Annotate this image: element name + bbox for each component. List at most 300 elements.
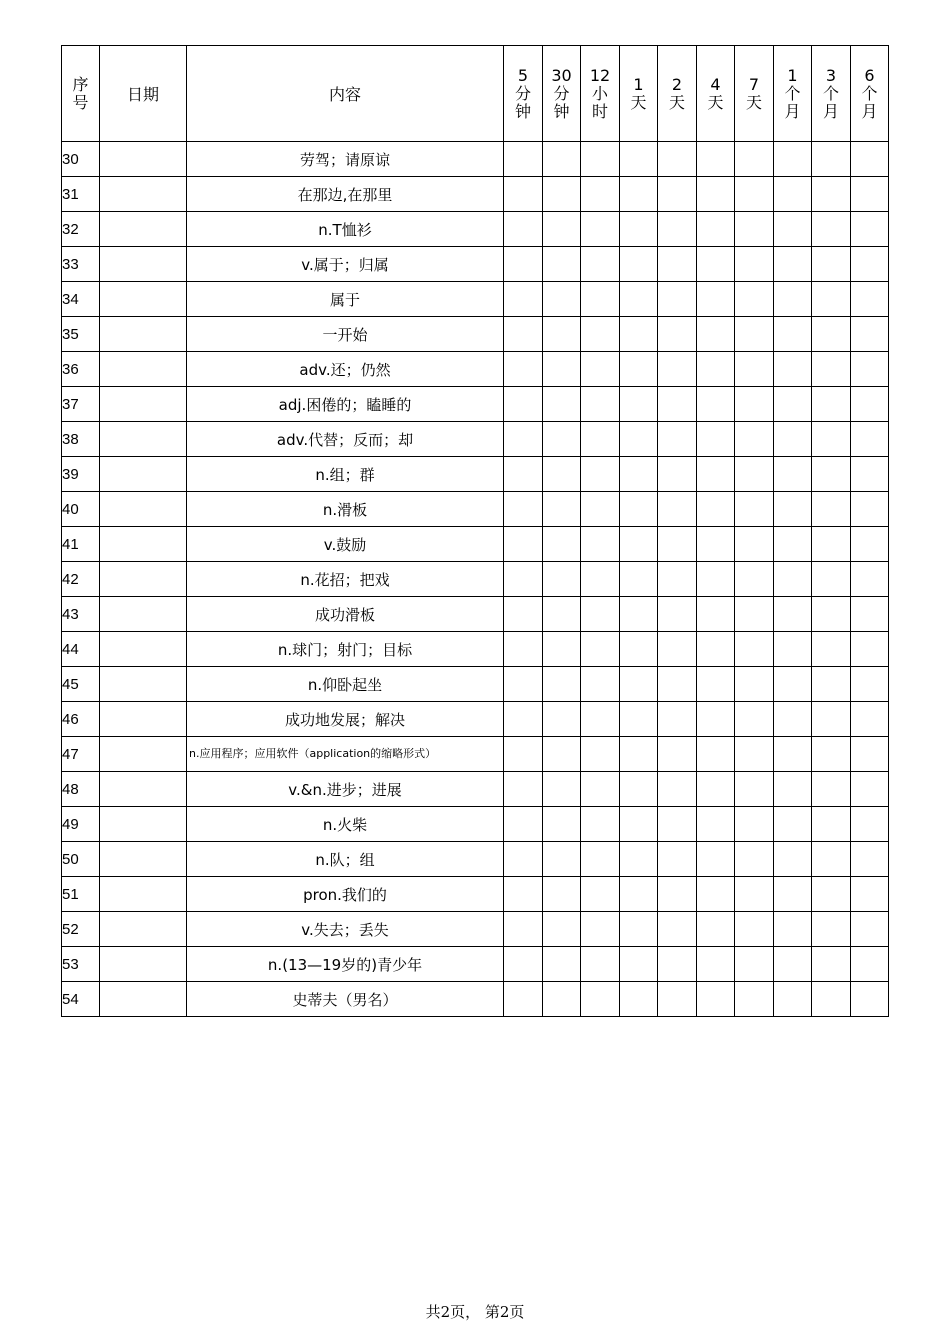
header-interval-1: 30 分 钟 [543, 46, 581, 142]
review-check-cell[interactable] [543, 457, 581, 492]
row-date-cell[interactable] [100, 142, 187, 177]
review-check-cell[interactable] [658, 947, 697, 982]
review-check-cell[interactable] [581, 352, 620, 387]
review-check-cell[interactable] [812, 387, 851, 422]
row-date-cell[interactable] [100, 842, 187, 877]
review-check-cell[interactable] [851, 807, 889, 842]
table-row [62, 492, 889, 527]
review-check-cell[interactable] [543, 282, 581, 317]
review-check-cell[interactable] [504, 947, 543, 982]
review-check-cell[interactable] [620, 562, 658, 597]
review-check-cell[interactable] [774, 142, 812, 177]
review-check-cell[interactable] [735, 982, 774, 1017]
review-check-cell[interactable] [697, 877, 735, 912]
review-check-cell[interactable] [697, 177, 735, 212]
row-date-cell[interactable] [100, 212, 187, 247]
review-check-cell[interactable] [735, 562, 774, 597]
review-check-cell[interactable] [504, 492, 543, 527]
review-check-cell[interactable] [735, 772, 774, 807]
review-check-cell[interactable] [851, 282, 889, 317]
review-check-cell[interactable] [851, 702, 889, 737]
review-check-cell[interactable] [581, 842, 620, 877]
row-date-cell[interactable] [100, 422, 187, 457]
review-check-cell[interactable] [774, 667, 812, 702]
review-check-cell[interactable] [735, 597, 774, 632]
review-check-cell[interactable] [697, 247, 735, 282]
review-check-cell[interactable] [735, 142, 774, 177]
review-check-cell[interactable] [697, 212, 735, 247]
review-check-cell[interactable] [812, 772, 851, 807]
row-date-cell[interactable] [100, 947, 187, 982]
review-check-cell[interactable] [581, 772, 620, 807]
review-check-cell[interactable] [658, 737, 697, 772]
row-date-cell[interactable] [100, 387, 187, 422]
review-check-cell[interactable] [735, 317, 774, 352]
review-check-cell[interactable] [504, 597, 543, 632]
review-check-cell[interactable] [697, 632, 735, 667]
review-check-cell[interactable] [697, 667, 735, 702]
review-check-cell[interactable] [581, 457, 620, 492]
review-check-cell[interactable] [774, 457, 812, 492]
row-date-cell[interactable] [100, 177, 187, 212]
review-check-cell[interactable] [774, 282, 812, 317]
review-check-cell[interactable] [504, 282, 543, 317]
review-check-cell[interactable] [851, 352, 889, 387]
review-check-cell[interactable] [581, 807, 620, 842]
review-check-cell[interactable] [774, 842, 812, 877]
review-check-cell[interactable] [851, 457, 889, 492]
review-check-cell[interactable] [774, 177, 812, 212]
review-check-cell[interactable] [697, 422, 735, 457]
review-check-cell[interactable] [543, 737, 581, 772]
review-check-cell[interactable] [812, 177, 851, 212]
review-check-cell[interactable] [504, 807, 543, 842]
review-check-cell[interactable] [504, 352, 543, 387]
review-check-cell[interactable] [543, 667, 581, 702]
review-check-cell[interactable] [735, 492, 774, 527]
review-check-cell[interactable] [504, 877, 543, 912]
review-check-cell[interactable] [504, 212, 543, 247]
review-check-cell[interactable] [851, 247, 889, 282]
row-number: 42 [62, 562, 100, 597]
row-date-cell[interactable] [100, 632, 187, 667]
review-check-cell[interactable] [697, 772, 735, 807]
review-check-cell[interactable] [543, 597, 581, 632]
row-date-cell[interactable] [100, 492, 187, 527]
row-date-cell[interactable] [100, 772, 187, 807]
review-check-cell[interactable] [812, 737, 851, 772]
review-check-cell[interactable] [543, 422, 581, 457]
review-check-cell[interactable] [697, 737, 735, 772]
review-check-cell[interactable] [774, 912, 812, 947]
review-check-cell[interactable] [504, 317, 543, 352]
review-check-cell[interactable] [697, 947, 735, 982]
review-check-cell[interactable] [735, 177, 774, 212]
row-content: n.T恤衫 [187, 212, 504, 247]
review-check-cell[interactable] [812, 877, 851, 912]
review-check-cell[interactable] [620, 877, 658, 912]
review-check-cell[interactable] [620, 422, 658, 457]
review-check-cell[interactable] [504, 737, 543, 772]
review-check-cell[interactable] [812, 142, 851, 177]
review-check-cell[interactable] [504, 632, 543, 667]
review-check-cell[interactable] [774, 597, 812, 632]
review-check-cell[interactable] [620, 912, 658, 947]
review-check-cell[interactable] [620, 247, 658, 282]
review-check-cell[interactable] [774, 527, 812, 562]
review-check-cell[interactable] [735, 912, 774, 947]
row-date-cell[interactable] [100, 352, 187, 387]
review-check-cell[interactable] [620, 282, 658, 317]
row-date-cell[interactable] [100, 982, 187, 1017]
review-check-cell[interactable] [697, 282, 735, 317]
review-check-cell[interactable] [620, 387, 658, 422]
review-check-cell[interactable] [581, 422, 620, 457]
review-check-cell[interactable] [851, 877, 889, 912]
review-check-cell[interactable] [851, 527, 889, 562]
review-check-cell[interactable] [735, 282, 774, 317]
row-number: 45 [62, 667, 100, 702]
review-check-cell[interactable] [581, 387, 620, 422]
review-check-cell[interactable] [735, 702, 774, 737]
row-content: n.滑板 [187, 492, 504, 527]
review-check-cell[interactable] [504, 247, 543, 282]
review-check-cell[interactable] [543, 947, 581, 982]
review-check-cell[interactable] [851, 142, 889, 177]
review-check-cell[interactable] [851, 842, 889, 877]
review-check-cell[interactable] [543, 842, 581, 877]
review-check-cell[interactable] [851, 737, 889, 772]
review-check-cell[interactable] [504, 142, 543, 177]
review-check-cell[interactable] [774, 387, 812, 422]
review-check-cell[interactable] [581, 212, 620, 247]
review-check-cell[interactable] [543, 562, 581, 597]
review-check-cell[interactable] [581, 492, 620, 527]
review-check-cell[interactable] [812, 527, 851, 562]
review-check-cell[interactable] [504, 422, 543, 457]
review-check-cell[interactable] [851, 912, 889, 947]
review-check-cell[interactable] [774, 632, 812, 667]
review-check-cell[interactable] [697, 807, 735, 842]
review-check-cell[interactable] [620, 212, 658, 247]
review-check-cell[interactable] [658, 562, 697, 597]
review-check-cell[interactable] [774, 247, 812, 282]
review-check-cell[interactable] [620, 527, 658, 562]
review-check-cell[interactable] [620, 772, 658, 807]
review-check-cell[interactable] [581, 667, 620, 702]
review-check-cell[interactable] [581, 947, 620, 982]
review-check-cell[interactable] [543, 877, 581, 912]
review-check-cell[interactable] [851, 317, 889, 352]
review-check-cell[interactable] [774, 352, 812, 387]
review-check-cell[interactable] [581, 562, 620, 597]
review-check-cell[interactable] [620, 702, 658, 737]
review-check-cell[interactable] [851, 387, 889, 422]
review-check-cell[interactable] [735, 212, 774, 247]
review-check-cell[interactable] [658, 982, 697, 1017]
review-check-cell[interactable] [812, 212, 851, 247]
review-check-cell[interactable] [812, 702, 851, 737]
review-check-cell[interactable] [774, 737, 812, 772]
review-check-cell[interactable] [697, 492, 735, 527]
row-number: 31 [62, 177, 100, 212]
row-date-cell[interactable] [100, 912, 187, 947]
review-check-cell[interactable] [543, 247, 581, 282]
review-check-cell[interactable] [697, 457, 735, 492]
row-date-cell[interactable] [100, 877, 187, 912]
review-check-cell[interactable] [812, 352, 851, 387]
review-check-cell[interactable] [543, 177, 581, 212]
review-check-cell[interactable] [735, 527, 774, 562]
review-check-cell[interactable] [581, 912, 620, 947]
review-check-cell[interactable] [658, 422, 697, 457]
review-check-cell[interactable] [851, 667, 889, 702]
row-number: 37 [62, 387, 100, 422]
review-check-cell[interactable] [543, 912, 581, 947]
review-check-cell[interactable] [774, 877, 812, 912]
row-content: n.队；组 [187, 842, 504, 877]
review-check-cell[interactable] [697, 982, 735, 1017]
row-date-cell[interactable] [100, 737, 187, 772]
row-date-cell[interactable] [100, 667, 187, 702]
review-check-cell[interactable] [620, 597, 658, 632]
review-check-cell[interactable] [735, 352, 774, 387]
review-check-cell[interactable] [774, 492, 812, 527]
review-check-cell[interactable] [774, 702, 812, 737]
review-check-cell[interactable] [851, 982, 889, 1017]
review-check-cell[interactable] [620, 632, 658, 667]
review-check-cell[interactable] [735, 877, 774, 912]
review-check-cell[interactable] [697, 842, 735, 877]
row-date-cell[interactable] [100, 807, 187, 842]
review-check-cell[interactable] [581, 247, 620, 282]
review-check-cell[interactable] [581, 282, 620, 317]
review-check-cell[interactable] [697, 912, 735, 947]
row-number: 34 [62, 282, 100, 317]
review-check-cell[interactable] [697, 142, 735, 177]
review-check-cell[interactable] [774, 947, 812, 982]
review-check-cell[interactable] [658, 527, 697, 562]
review-check-cell[interactable] [581, 177, 620, 212]
review-check-cell[interactable] [735, 667, 774, 702]
review-check-cell[interactable] [543, 352, 581, 387]
review-check-cell[interactable] [812, 282, 851, 317]
review-check-cell[interactable] [581, 527, 620, 562]
table-row [62, 597, 889, 632]
review-check-cell[interactable] [581, 702, 620, 737]
review-check-cell[interactable] [581, 317, 620, 352]
review-check-cell[interactable] [543, 702, 581, 737]
review-check-cell[interactable] [543, 772, 581, 807]
review-check-cell[interactable] [697, 352, 735, 387]
review-check-cell[interactable] [581, 877, 620, 912]
review-check-cell[interactable] [697, 527, 735, 562]
review-check-cell[interactable] [658, 842, 697, 877]
review-check-cell[interactable] [697, 702, 735, 737]
review-check-cell[interactable] [543, 632, 581, 667]
row-date-cell[interactable] [100, 702, 187, 737]
review-check-cell[interactable] [658, 352, 697, 387]
review-check-cell[interactable] [620, 982, 658, 1017]
review-check-cell[interactable] [812, 807, 851, 842]
review-check-cell[interactable] [658, 142, 697, 177]
review-check-cell[interactable] [620, 142, 658, 177]
table-row [62, 772, 889, 807]
review-check-cell[interactable] [658, 492, 697, 527]
row-date-cell[interactable] [100, 527, 187, 562]
review-check-cell[interactable] [543, 142, 581, 177]
review-check-cell[interactable] [543, 807, 581, 842]
review-check-cell[interactable] [504, 457, 543, 492]
review-check-cell[interactable] [735, 947, 774, 982]
review-check-cell[interactable] [851, 492, 889, 527]
row-number: 39 [62, 457, 100, 492]
review-check-cell[interactable] [658, 247, 697, 282]
review-check-cell[interactable] [658, 912, 697, 947]
review-check-cell[interactable] [658, 667, 697, 702]
review-check-cell[interactable] [812, 492, 851, 527]
header-interval-2: 12 小 时 [581, 46, 620, 142]
review-check-cell[interactable] [620, 947, 658, 982]
review-check-cell[interactable] [735, 422, 774, 457]
review-check-cell[interactable] [774, 317, 812, 352]
review-check-cell[interactable] [658, 177, 697, 212]
review-check-cell[interactable] [812, 842, 851, 877]
row-date-cell[interactable] [100, 597, 187, 632]
review-check-cell[interactable] [504, 772, 543, 807]
review-check-cell[interactable] [504, 702, 543, 737]
review-check-cell[interactable] [620, 667, 658, 702]
review-check-cell[interactable] [620, 352, 658, 387]
review-check-cell[interactable] [735, 247, 774, 282]
review-check-cell[interactable] [620, 737, 658, 772]
review-check-cell[interactable] [851, 177, 889, 212]
review-check-cell[interactable] [658, 457, 697, 492]
review-check-cell[interactable] [774, 772, 812, 807]
row-number: 47 [62, 737, 100, 772]
review-check-cell[interactable] [658, 212, 697, 247]
review-check-cell[interactable] [543, 387, 581, 422]
review-check-cell[interactable] [851, 632, 889, 667]
review-check-cell[interactable] [697, 597, 735, 632]
review-check-cell[interactable] [812, 422, 851, 457]
review-check-cell[interactable] [543, 492, 581, 527]
review-check-cell[interactable] [812, 317, 851, 352]
review-check-cell[interactable] [812, 947, 851, 982]
review-check-cell[interactable] [620, 492, 658, 527]
review-check-cell[interactable] [851, 212, 889, 247]
review-check-cell[interactable] [504, 562, 543, 597]
review-check-cell[interactable] [620, 457, 658, 492]
review-check-cell[interactable] [658, 702, 697, 737]
review-check-cell[interactable] [851, 597, 889, 632]
header-row [62, 46, 889, 142]
review-check-cell[interactable] [812, 562, 851, 597]
review-check-cell[interactable] [504, 982, 543, 1017]
review-check-cell[interactable] [735, 842, 774, 877]
review-check-cell[interactable] [812, 247, 851, 282]
review-check-cell[interactable] [812, 457, 851, 492]
review-check-cell[interactable] [774, 422, 812, 457]
review-check-cell[interactable] [581, 737, 620, 772]
review-check-cell[interactable] [658, 877, 697, 912]
review-check-cell[interactable] [581, 142, 620, 177]
review-check-cell[interactable] [851, 772, 889, 807]
review-check-cell[interactable] [658, 387, 697, 422]
review-check-cell[interactable] [504, 177, 543, 212]
review-check-cell[interactable] [812, 597, 851, 632]
row-content: v.属于；归属 [187, 247, 504, 282]
review-check-cell[interactable] [504, 667, 543, 702]
review-check-cell[interactable] [697, 387, 735, 422]
row-date-cell[interactable] [100, 282, 187, 317]
row-date-cell[interactable] [100, 317, 187, 352]
row-content: n.球门；射门；目标 [187, 632, 504, 667]
review-check-cell[interactable] [735, 457, 774, 492]
header-index: 序 号 [62, 46, 100, 142]
review-check-cell[interactable] [543, 527, 581, 562]
review-check-cell[interactable] [774, 982, 812, 1017]
review-check-cell[interactable] [658, 632, 697, 667]
review-check-cell[interactable] [658, 282, 697, 317]
review-check-cell[interactable] [812, 667, 851, 702]
review-check-cell[interactable] [851, 562, 889, 597]
review-check-cell[interactable] [620, 317, 658, 352]
review-check-cell[interactable] [812, 632, 851, 667]
review-check-cell[interactable] [735, 387, 774, 422]
review-check-cell[interactable] [504, 527, 543, 562]
review-check-cell[interactable] [620, 842, 658, 877]
review-check-cell[interactable] [851, 422, 889, 457]
review-check-cell[interactable] [581, 632, 620, 667]
review-check-cell[interactable] [658, 597, 697, 632]
review-check-cell[interactable] [812, 912, 851, 947]
review-check-cell[interactable] [812, 982, 851, 1017]
review-check-cell[interactable] [543, 212, 581, 247]
review-check-cell[interactable] [620, 807, 658, 842]
table-row [62, 807, 889, 842]
review-check-cell[interactable] [735, 807, 774, 842]
review-check-cell[interactable] [543, 317, 581, 352]
review-check-cell[interactable] [658, 317, 697, 352]
row-date-cell[interactable] [100, 457, 187, 492]
header-interval-0: 5 分 钟 [504, 46, 543, 142]
review-check-cell[interactable] [581, 597, 620, 632]
review-check-cell[interactable] [851, 947, 889, 982]
row-content: v.&n.进步；进展 [187, 772, 504, 807]
review-check-cell[interactable] [504, 842, 543, 877]
review-check-cell[interactable] [504, 912, 543, 947]
row-date-cell[interactable] [100, 562, 187, 597]
review-check-cell[interactable] [543, 982, 581, 1017]
table-row [62, 842, 889, 877]
row-content: 成功滑板 [187, 597, 504, 632]
review-check-cell[interactable] [774, 212, 812, 247]
review-check-cell[interactable] [581, 982, 620, 1017]
row-content: v.鼓励 [187, 527, 504, 562]
review-check-cell[interactable] [658, 772, 697, 807]
review-check-cell[interactable] [774, 807, 812, 842]
review-check-cell[interactable] [620, 177, 658, 212]
review-check-cell[interactable] [735, 737, 774, 772]
review-check-cell[interactable] [774, 562, 812, 597]
review-check-cell[interactable] [697, 562, 735, 597]
review-check-cell[interactable] [504, 387, 543, 422]
review-check-cell[interactable] [735, 632, 774, 667]
review-check-cell[interactable] [658, 807, 697, 842]
review-check-cell[interactable] [697, 317, 735, 352]
row-date-cell[interactable] [100, 247, 187, 282]
